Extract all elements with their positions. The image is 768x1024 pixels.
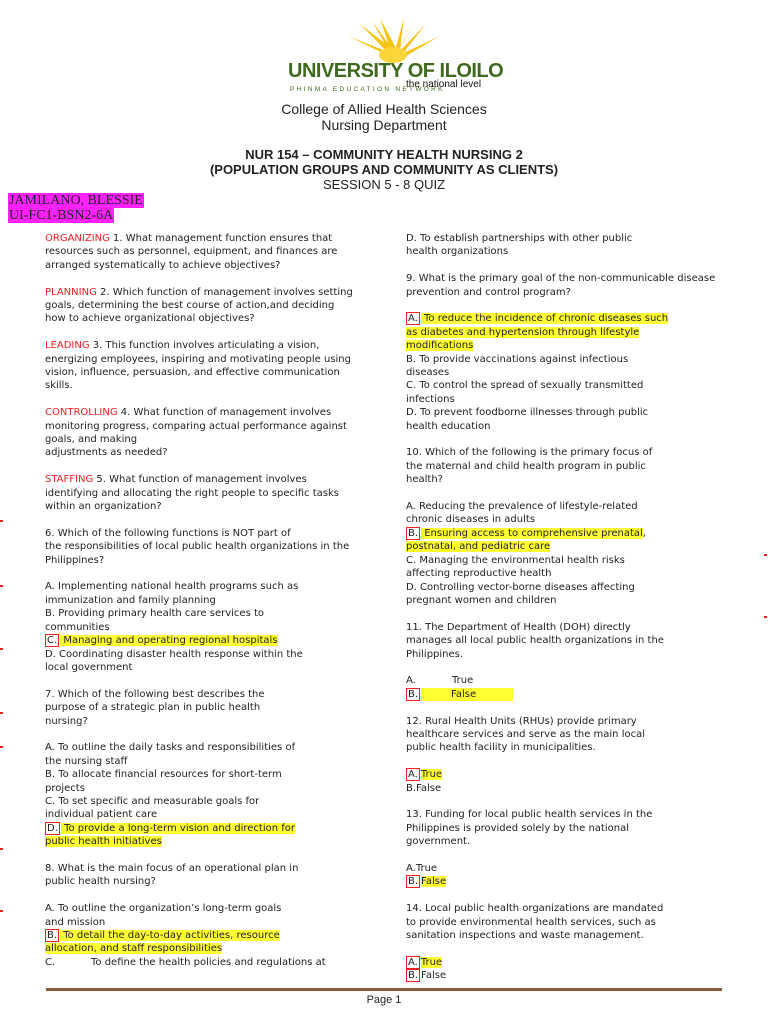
margin-marker — [0, 746, 3, 748]
option: A. To outline the daily tasks and responsibilities of — [45, 742, 296, 754]
college-heading — [0, 101, 768, 133]
option: C. To set specific and measurable goals for — [45, 795, 260, 807]
option: A. Implementing national health programs such as — [45, 581, 299, 593]
question-1: ORGANIZING 1. What management function ensures that — [45, 233, 333, 244]
option: A.True — [406, 862, 438, 874]
option: D. To establish partnerships with other public — [406, 233, 633, 244]
student-section: UI-FC1-BSN2-6A — [9, 208, 114, 223]
question-7: 7. Which of the following best describes the — [45, 688, 265, 700]
answer-box: B. — [408, 970, 419, 982]
course-title: NUR 154 – COMMUNITY HEALTH NURSING 2 — [245, 147, 523, 162]
selected-answer: B. Ensuring access to comprehensive prenatal, — [408, 527, 646, 539]
answer-box: B. — [408, 527, 419, 539]
footer-rule — [46, 988, 722, 991]
department-name: Nursing Department — [321, 117, 447, 133]
selected-answer: B. To detail the day-to-day activities, resource — [47, 929, 280, 941]
margin-marker — [0, 712, 3, 714]
selected-answer: A. True — [408, 956, 443, 968]
answer-keyword: PLANNING — [45, 286, 97, 298]
question-5: STAFFING 5. What function of management involves — [45, 474, 307, 486]
selected-answer: A. To reduce the incidence of chronic diseases such — [408, 313, 669, 325]
student-name: JAMILANO, BLESSIE — [9, 193, 143, 208]
answer-keyword: LEADING — [45, 340, 90, 352]
margin-marker — [0, 848, 3, 850]
margin-marker — [0, 520, 3, 522]
option: D. To prevent foodborne illnesses through public — [406, 407, 649, 419]
university-logo-wordmark: UNIVERSITY OF ILOILO — [288, 60, 504, 82]
option: A. True — [406, 675, 474, 687]
answer-box: A. — [408, 769, 418, 781]
question-9: 9. What is the primary goal of the non-communicable disease — [406, 273, 716, 285]
course-heading — [0, 147, 768, 177]
question-8: 8. What is the main focus of an operational plan in — [45, 862, 299, 874]
answer-keyword: STAFFING — [45, 474, 94, 486]
margin-marker — [0, 910, 3, 912]
option: D. Coordinating disaster health response within the — [45, 648, 303, 660]
option: B. To allocate financial resources for short-term — [45, 769, 282, 781]
answer-box: B. — [408, 876, 419, 888]
selected-answer: C. Managing and operating regional hospitals — [47, 635, 278, 647]
option: C. To define the health policies and regulations at — [45, 956, 326, 968]
question-13: 13. Funding for local public health services in the — [406, 809, 653, 821]
question-4: CONTROLLING 4. What function of management involves — [45, 407, 332, 419]
margin-marker — [0, 585, 3, 587]
answer-box: D. — [47, 822, 58, 834]
logo-tagline: the national level — [406, 79, 482, 90]
left-column: ORGANIZING 1. What management function ensures that resources such as personnel, equipment, and finances are arranged systematically to achieve objectives? PLANNING 2. Which function of management involves setting goals, determining the best course of action,and deciding how to achieve organizational objectives? LEADING 3. This function involves articulating a vision, energizing employees, inspiring and motivating people using vision, influence, persuasion, and effective communication skills. CONTROLLING 4. What function of management involves monitoring progress, comparing actual performance against goals, and making adjustments as needed? STAFFING 5. What function of management involves identifying and allocating the right people to specific tasks within an organization? 6. Which of the following functions is NOT part of the responsibilities of local public health organizations in the Philippines? A. Implementing national health programs such as immunization and family planning B. Providing primary health care services to communities C. Managing and operating regional hospitals D. Coordinating disaster health response within the local government 7. Which of the following best describes the purpose of a strategic plan in public health nursing? A. To outline the daily tasks and responsibilities of the nursing staff B. To allocate financial resources for short-term projects C. To set specific and measurable goals for individual patient care D. To provide a long-term vision and direction for public health initiatives 8. What is the main focus of an operational plan in public health nursing? A. To outline the organization’s long-term goals and mission B. To detail the day-to-day activities, resource allocation, and staff responsibilities C. To define the health policies and regulations at — [45, 232, 375, 969]
right-column: D. To establish partnerships with other public health organizations 9. What is the primary goal of the non-communicable disease prevention and control program? A. To reduce the incidence of chronic diseases such as diabetes and hypertension through lifestyle modifications B. To provide vaccinations against infectious diseases C. To control the spread of sexually transmitted infections D. To prevent foodborne illnesses through public health education 10. Which of the following is the primary focus of the maternal and child health program in public health? A. Reducing the prevalence of lifestyle-related chronic diseases in adults B. Ensuring access to comprehensive prenatal, postnatal, and pediatric care C. Managing the environmental health risks affecting reproductive health D. Controlling vector-borne diseases affecting pregnant women and children 11. The Department of Health (DOH) directly manages all local public health organizations in the Philippines. A. True B. False 12. Rural Health Units (RHUs) provide primary healthcare services and serve as the main local public health facility in municipalities. A. True B.False 13. Funding for local public health services in the Philippines is provided solely by the national government. A.True B. False 14. Local public health organizations are mandated to provide environmental health services, such as sanitation inspections and waste management. A. True B. False — [406, 232, 736, 983]
selected-answer: B. False — [406, 688, 736, 701]
answer-box: B. — [408, 688, 419, 700]
question-14: 14. Local public health organizations are mandated — [406, 903, 664, 915]
answer-box: A. — [408, 956, 418, 968]
option: B.False — [406, 782, 442, 794]
question-12: 12. Rural Health Units (RHUs) provide primary — [406, 715, 637, 727]
option: B. To provide vaccinations against infectious — [406, 353, 629, 365]
university-logo-subtitle: PHINMA EDUCATION NETWORK — [290, 86, 445, 93]
question-6: 6. Which of the following functions is NOT part of — [45, 527, 291, 539]
session-title: SESSION 5 - 8 QUIZ — [322, 177, 446, 192]
option: D. Controlling vector-borne diseases affecting — [406, 581, 635, 593]
question-11: 11. The Department of Health (DOH) directly — [406, 621, 631, 633]
answer-box: A. — [408, 313, 418, 325]
answer-keyword: ORGANIZING — [45, 233, 110, 244]
option: C. Managing the environmental health risks — [406, 554, 625, 566]
option: C. To control the spread of sexually transmitted — [406, 380, 644, 392]
question-10: 10. Which of the following is the primary focus of — [406, 447, 653, 459]
selected-answer: B. False — [408, 876, 447, 888]
margin-marker — [764, 616, 767, 618]
page-number: Page 1 — [366, 994, 402, 1006]
margin-marker — [0, 648, 3, 650]
option: A. Reducing the prevalence of lifestyle-related — [406, 501, 638, 513]
course-subtitle: (POPULATION GROUPS AND COMMUNITY AS CLIENTS) — [209, 162, 559, 177]
option: B. Providing primary health care services to — [45, 608, 265, 620]
option: B. False — [408, 970, 447, 982]
answer-keyword: CONTROLLING — [45, 407, 118, 419]
college-name: College of Allied Health Sciences — [281, 101, 487, 117]
answer-box: B. — [47, 929, 58, 941]
question-3: LEADING 3. This function involves articulating a vision, — [45, 340, 320, 352]
answer-box: C. — [47, 635, 58, 647]
selected-answer: D. To provide a long-term vision and direction for — [47, 822, 295, 834]
option: A. To outline the organization’s long-term goals — [45, 903, 282, 915]
margin-marker — [764, 554, 767, 556]
question-2: PLANNING 2. Which function of management involves setting — [45, 286, 353, 298]
selected-answer: A. True — [408, 769, 443, 781]
